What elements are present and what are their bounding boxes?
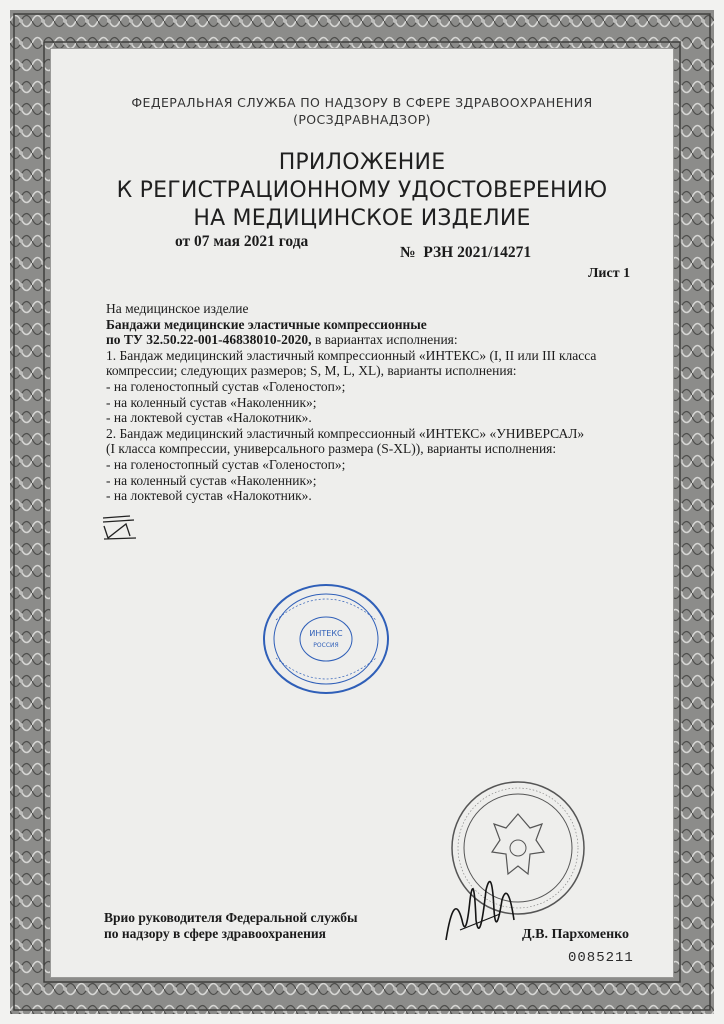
signatory-position bbox=[104, 910, 358, 941]
signatory-position-line1: Врио руководителя Федеральной службы bbox=[104, 910, 358, 925]
svg-text:РОССИЯ: РОССИЯ bbox=[313, 642, 339, 649]
doc-title-line1: ПРИЛОЖЕНИЕ bbox=[278, 150, 446, 175]
body-line: - на коленный сустав «Наколенник»; bbox=[106, 472, 317, 488]
sheet-number: Лист 1 bbox=[588, 266, 631, 281]
doc-title-line3: НА МЕДИЦИНСКОЕ ИЗДЕЛИЕ bbox=[193, 206, 531, 231]
doc-title-line2: К РЕГИСТРАЦИОННОМУ УДОСТОВЕРЕНИЮ bbox=[116, 178, 608, 203]
body-line: - на голеностопный сустав «Голеностоп»; bbox=[106, 378, 346, 394]
agency-abbrev: (РОСЗДРАВНАДЗОР) bbox=[293, 112, 431, 127]
issue-date-prefix: от bbox=[175, 233, 191, 250]
tu-rest: в вариантах исполнения: bbox=[311, 332, 458, 348]
svg-text:ИНТЕКС: ИНТЕКС bbox=[309, 629, 343, 638]
registration-number bbox=[400, 244, 531, 262]
agency-name: ФЕДЕРАЛЬНАЯ СЛУЖБА ПО НАДЗОРУ В СФЕРЕ ЗДРАВООХРАНЕНИЯ bbox=[131, 95, 593, 110]
tu-line bbox=[106, 332, 646, 348]
body-line: - на локтевой сустав «Налокотник». bbox=[106, 488, 312, 504]
body-line: 2. Бандаж медицинский эластичный компрессионный «ИНТЕКС» «УНИВЕРСАЛ» bbox=[106, 425, 585, 441]
product-name: Бандажи медицинские эластичные компрессионные bbox=[106, 316, 427, 332]
body-line: - на локтевой сустав «Налокотник». bbox=[106, 410, 312, 426]
serial-number: 0085211 bbox=[568, 950, 634, 966]
body-intro: На медицинское изделие bbox=[106, 301, 249, 316]
body-line: 1. Бандаж медицинский эластичный компрессионный «ИНТЕКС» (I, II или III класса bbox=[106, 347, 597, 363]
body-line: - на голеностопный сустав «Голеностоп»; bbox=[106, 456, 346, 472]
company-stamp bbox=[260, 580, 392, 698]
registration-prefix: № bbox=[400, 244, 416, 261]
closing-scribble bbox=[100, 512, 140, 542]
tu-number: по ТУ 32.50.22-001-46838010-2020, bbox=[106, 332, 312, 348]
signature-mark bbox=[440, 860, 520, 950]
signatory-position-line2: по надзору в сфере здравоохранения bbox=[104, 925, 326, 941]
issue-date bbox=[175, 233, 308, 251]
body-line: компрессии; следующих размеров; S, M, L, XL), варианты исполнения: bbox=[106, 363, 517, 379]
body-line: (I класса компрессии, универсального размера (S-XL)), варианты исполнения: bbox=[106, 441, 557, 457]
signatory-name: Д.В. Пархоменко bbox=[522, 927, 630, 942]
body-line: - на коленный сустав «Наколенник»; bbox=[106, 394, 317, 410]
document-body bbox=[106, 301, 646, 504]
issue-date-value: 07 мая 2021 года bbox=[194, 233, 309, 250]
registration-value: РЗН 2021/14271 bbox=[423, 244, 532, 261]
